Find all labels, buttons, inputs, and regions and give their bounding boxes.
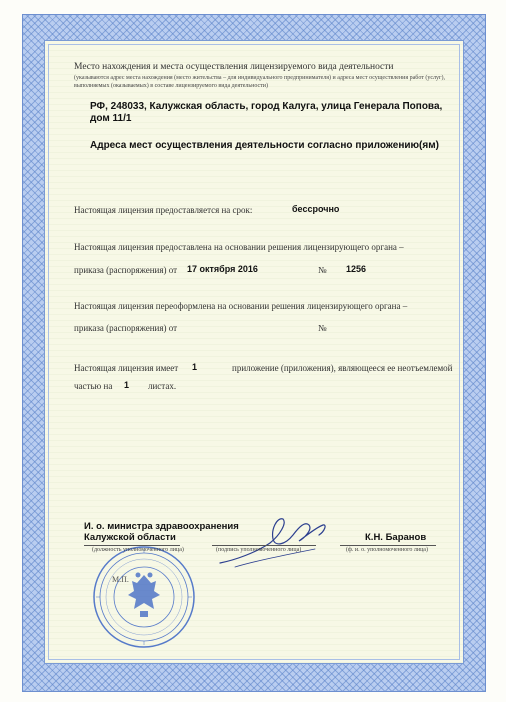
reissue-line2-prefix: приказа (распоряжения) от [74,323,178,333]
term-label: Настоящая лицензия предоставляется на срок: [74,205,253,215]
signature [215,505,335,575]
header-title: Место нахождения и места осуществления лицензируемого вида деятельности [74,62,394,72]
position-underline [84,545,180,546]
mp-mark: М.П. [112,575,129,584]
basis-line2-prefix: приказа (распоряжения) от [74,265,178,275]
position-caption: (должность уполномоченного лица) [92,547,184,553]
appendix-line2-prefix: частью на [74,381,113,391]
reissue-line1: Настоящая лицензия переоформлена на основании решения лицензирующего органа – [74,301,408,311]
basis-line1: Настоящая лицензия предоставлена на основании решения лицензирующего органа – [74,242,404,252]
basis-number: 1256 [346,264,367,274]
appendix-count: 1 [192,362,198,372]
address-appendix: Адреса мест осуществления деятельности согласно приложению(ям) [90,140,439,151]
signatory-name: К.Н. Баранов [365,532,427,543]
signatory-position-line1: И. о. министра здравоохранения [84,521,239,532]
name-underline [340,545,436,546]
name-caption: (ф. и. о. уполномоченного лица) [346,547,428,553]
header-note-line1: (указываются адрес места нахождения (место жительства – для индивидуального предпринимателя) и адреса мест осуществления работ (услуг), [74,75,445,81]
appendix-line1-prefix: Настоящая лицензия имеет [74,363,179,373]
basis-number-sign: № [318,265,327,275]
term-value: бессрочно [292,204,340,214]
signature-underline [212,545,316,546]
appendix-sheets: 1 [124,380,130,390]
basis-date: 17 октября 2016 [187,264,258,274]
address-line2: дом 11/1 [90,113,132,124]
reissue-number-sign: № [318,323,327,333]
signature-caption: (подпись уполномоченного лица) [216,547,302,553]
header-note-line2: выполняемых (оказываемых) в составе лицензируемого вида деятельности) [74,83,268,89]
signatory-position-line2: Калужской области [84,532,176,543]
appendix-line1-suffix: приложение (приложения), являющееся ее неотъемлемой [232,363,453,373]
official-seal [92,545,196,649]
appendix-line2-suffix: листах. [148,381,177,391]
address-line1: РФ, 248033, Калужская область, город Калуга, улица Генерала Попова, [90,101,443,112]
